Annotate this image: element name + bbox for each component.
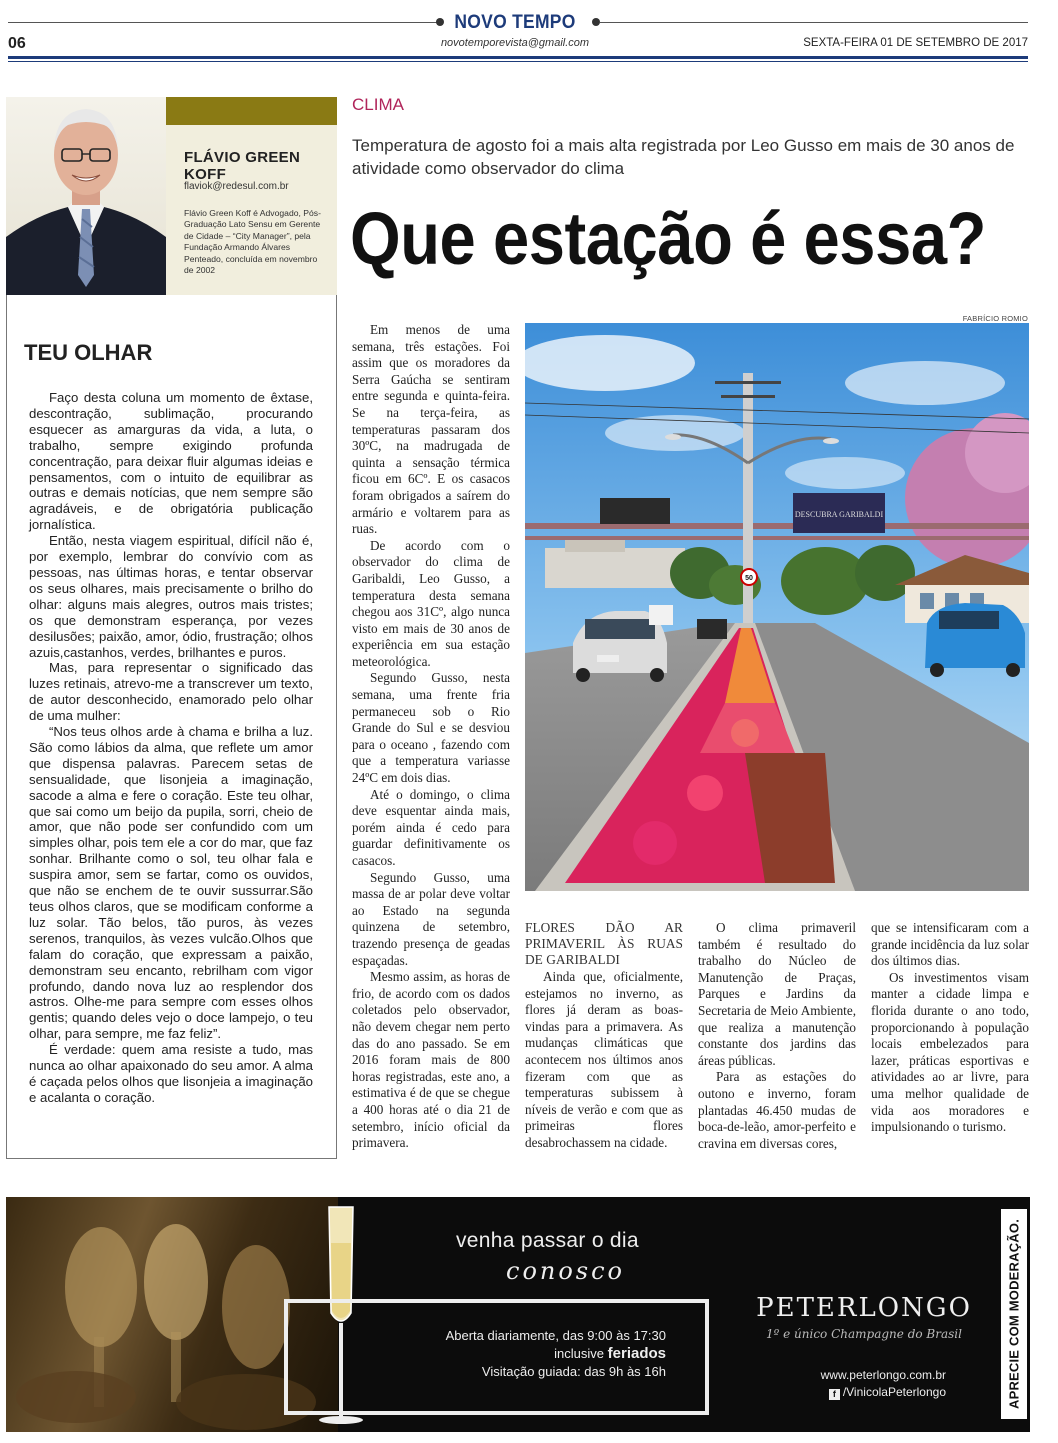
- ad-brand-logo: PETERLONGO: [756, 1293, 972, 1323]
- ad-warning-text: APRECIE COM MODERAÇÃO.: [1006, 1218, 1022, 1410]
- article-paragraph: que se intensificaram com a grande incidência da luz solar dos últimos dias.: [871, 920, 1029, 969]
- ad-hours-line: Aberta diariamente, das 9:00 às 17:30: [445, 1328, 666, 1343]
- ad-facebook-link[interactable]: [786, 1384, 946, 1401]
- photo-credit: FABRÍCIO ROMIO: [962, 314, 1028, 323]
- column-paragraph: “Nos teus olhos arde à chama e brilha a luz. São como lábios da alma, que reflete um amor que dispensa palavras. Parecem setas de sensualidade, que lisonjeia a imaginação, sacode a alma e fere o coração. Este teu olhar, que sai como um beijo da pupila, sorri, cheio de amor, que não pode ser confundido com um simples olhar, pois tem ele a cor do mar, que faz sonhar. Brilhante como o sol, teu olhar fala e suspira amor, sem se fartar, como os ouvidos, que não se enchem de te ouvir sussurrar.São teus olhos claros, que se modificam conforme a luz solar. Tão belos, tão puros, às vezes serenos, tranquilos, às vezes vulcão.Olhos que falam do coração, que expressam a paixão, demonstram seu encanto, rebrilham com vigor profundo, dando nova luz ao resplendor dos astros. Olhe-me para sempre com esses olhos gentis; quando deles vejo o doce lampejo, o teu olhar, para sempre, me faz feliz”.: [29, 724, 313, 1042]
- column-paragraph: Então, nesta viagem espiritual, difícil não é, por exemplo, lembrar do convívio com as pessoas, nas últimas horas, e tentar observar os seus olhares, mais precisamente o brilho do olhar: alguns mais alegres, outros mais tristes; os que demonstram esperança, por vezes desilusões; paixão, amor, ódio, frustração; olhos azuis,castanhos, verdes, brilhantes e puros.: [29, 533, 313, 660]
- header-rule-thick: [8, 56, 1028, 59]
- article-column-3: [698, 920, 856, 1152]
- column-title: TEU OLHAR: [24, 340, 153, 365]
- ad-hours-holidays: feriados: [607, 1345, 666, 1362]
- header-rule-right: [600, 22, 1028, 23]
- header-email[interactable]: novotemporevista@gmail.com: [440, 37, 590, 49]
- photo-sign-text: DESCUBRA GARIBALDI: [794, 510, 884, 519]
- ad-warning-strip: [1001, 1209, 1027, 1419]
- author-portrait: [6, 97, 166, 295]
- article-paragraph: Ainda que, oficialmente, estejamos no inverno, as flores já deram as boas-vindas para a primavera. As mudanças climáticas que acontecem nos últimos anos fizeram com que as temperaturas subissem à níveis de verão e com que as primeiras flores desabrochassem na cidade.: [525, 969, 683, 1150]
- article-paragraph: De acordo com o observador do clima de Garibaldi, Leo Gusso, a temperatura desta semana chegou aos 31Cº, algo nunca visto em mais de 30 anos de experiência em sua estação meteorológica.: [352, 537, 510, 669]
- section-label: CLIMA: [352, 95, 404, 114]
- ad-tagline-script: conosco: [506, 1257, 626, 1285]
- article-subhead: FLORES DÃO AR PRIMAVERIL ÀS RUAS DE GARIBALDI: [525, 920, 683, 967]
- ad-hours-prefix: inclusive: [554, 1346, 608, 1361]
- ad-slogan: 1º e único Champagne do Brasil: [766, 1327, 962, 1341]
- article-paragraph: Para as estações do outono e inverno, foram plantadas 46.450 mudas de boca-de-leão, amor-perfeito e cravina em diversas cores,: [698, 1069, 856, 1151]
- author-bio: Flávio Green Koff é Advogado, Pós-Graduação Lato Sensu em Gerente de Cidade – “City Manager”, pela Fundação Armando Álvares Penteado, concluída em novembro de 2002: [184, 208, 321, 276]
- ad-opening-hours: [426, 1327, 666, 1381]
- article-paragraph: Até o domingo, o clima deve esquentar ainda mais, porém ainda é cedo para guardar definitivamente os casacos.: [352, 786, 510, 868]
- column-body: [29, 390, 313, 1106]
- article-column-4: [871, 920, 1029, 1136]
- header-rule-thin: [8, 61, 1028, 62]
- column-paragraph: Mas, para representar o significado das luzes retinais, atrevo-me a transcrever um texto, de autor desconhecido, enamorado pelo olhar de uma mulher:: [29, 660, 313, 724]
- speed-sign-text: 50: [745, 575, 753, 582]
- article-column-2: [525, 920, 683, 1152]
- ad-hours-line: Visitação guiada: das 9h às 16h: [481, 1364, 666, 1379]
- ad-facebook-text: /VinicolaPeterlongo: [842, 1385, 946, 1399]
- facebook-icon: f: [829, 1389, 840, 1400]
- article-column-1: [352, 322, 510, 1152]
- article-paragraph: Em menos de uma semana, três estações. Foi assim que os moradores da Serra Gaúcha se sentiram entre segunda e quinta-feira. Se na terça-feira, as temperaturas passaram dos 30ºC, na madrugada de quinta a sensação térmica ficou em 6Cº. E os casacos foram obrigados a saírem do armário e voltarem para as ruas.: [352, 322, 510, 537]
- article-paragraph: Segundo Gusso, uma massa de ar polar deve voltar ao Estado na segunda quinzena de setembro, trazendo presença de geadas espaçadas.: [352, 869, 510, 968]
- ad-website-link[interactable]: www.peterlongo.com.br: [820, 1368, 946, 1382]
- article-paragraph: Segundo Gusso, nesta semana, uma frente fria permaneceu sob o Rio Grande do Sul e se desviou para o oceano , fazendo com que a temperatura variasse 24ºC em dois dias.: [352, 670, 510, 786]
- ad-hours-line: [426, 1345, 666, 1363]
- masthead: NOVO TEMPO: [454, 12, 576, 33]
- column-paragraph: É verdade: quem ama resiste a tudo, mas nunca ao olhar apaixonado do seu amor. A alma é caçada pelos olhos que lisonjeia a imaginação e acalanta o coração.: [29, 1042, 313, 1105]
- street-flowers-photo: [525, 323, 1029, 891]
- article-paragraph: O clima primaveril também é resultado do trabalho do Núcleo de Manutenção de Praças, Parques e Jardins da Secretaria de Meio Ambiente, que realiza a manutenção constante dos jardins das áreas públicas.: [698, 920, 856, 1068]
- author-name: FLÁVIO GREEN KOFF: [184, 149, 301, 183]
- column-paragraph: Faço desta coluna um momento de êxtase, descontração, sublimação, procurando esquecer as amarguras da vida, a luta, o trabalho, sempre exigindo profunda concentração, para deixar fluir algumas ideias e pensamentos, com o intuito de equilibrar as outras e demais notícias, que nem sempre são agradáveis, e de obrigatória publicação jornalística.: [29, 390, 313, 533]
- ad-tagline: venha passar o dia: [456, 1229, 639, 1252]
- header-rule-left: [8, 22, 438, 23]
- article-deck: Temperatura de agosto foi a mais alta registrada por Leo Gusso em mais de 30 anos de atividade como observador do clima: [352, 136, 1015, 178]
- issue-date: SEXTA-FEIRA 01 DE SETEMBRO DE 2017: [803, 37, 1028, 49]
- ad-contacts: [786, 1367, 946, 1401]
- peterlongo-advertisement[interactable]: [6, 1197, 1030, 1432]
- page-number: 06: [8, 35, 26, 52]
- author-email[interactable]: flaviok@redesul.com.br: [184, 181, 289, 192]
- article-paragraph: Mesmo assim, as horas de frio, de acordo com os dados coletados pelo observador, não devem chegar nem perto das do ano passado. Se em 2016 foram mais de 800 horas registradas, este ano, a estimativa é de que se chegue a 400 horas até o dia 21 de setembro, início oficial da primavera.: [352, 969, 510, 1151]
- article-paragraph: Os investimentos visam manter a cidade limpa e florida durante o ano todo, proporcionando à população locais embelezados para lazer, práticas esportivas e atividades ao ar livre, para uma melhor qualidade de vida aos moradores e impulsionando o turismo.: [871, 969, 1029, 1135]
- author-card: [6, 97, 337, 295]
- article-headline: Que estação é essa?: [350, 197, 986, 280]
